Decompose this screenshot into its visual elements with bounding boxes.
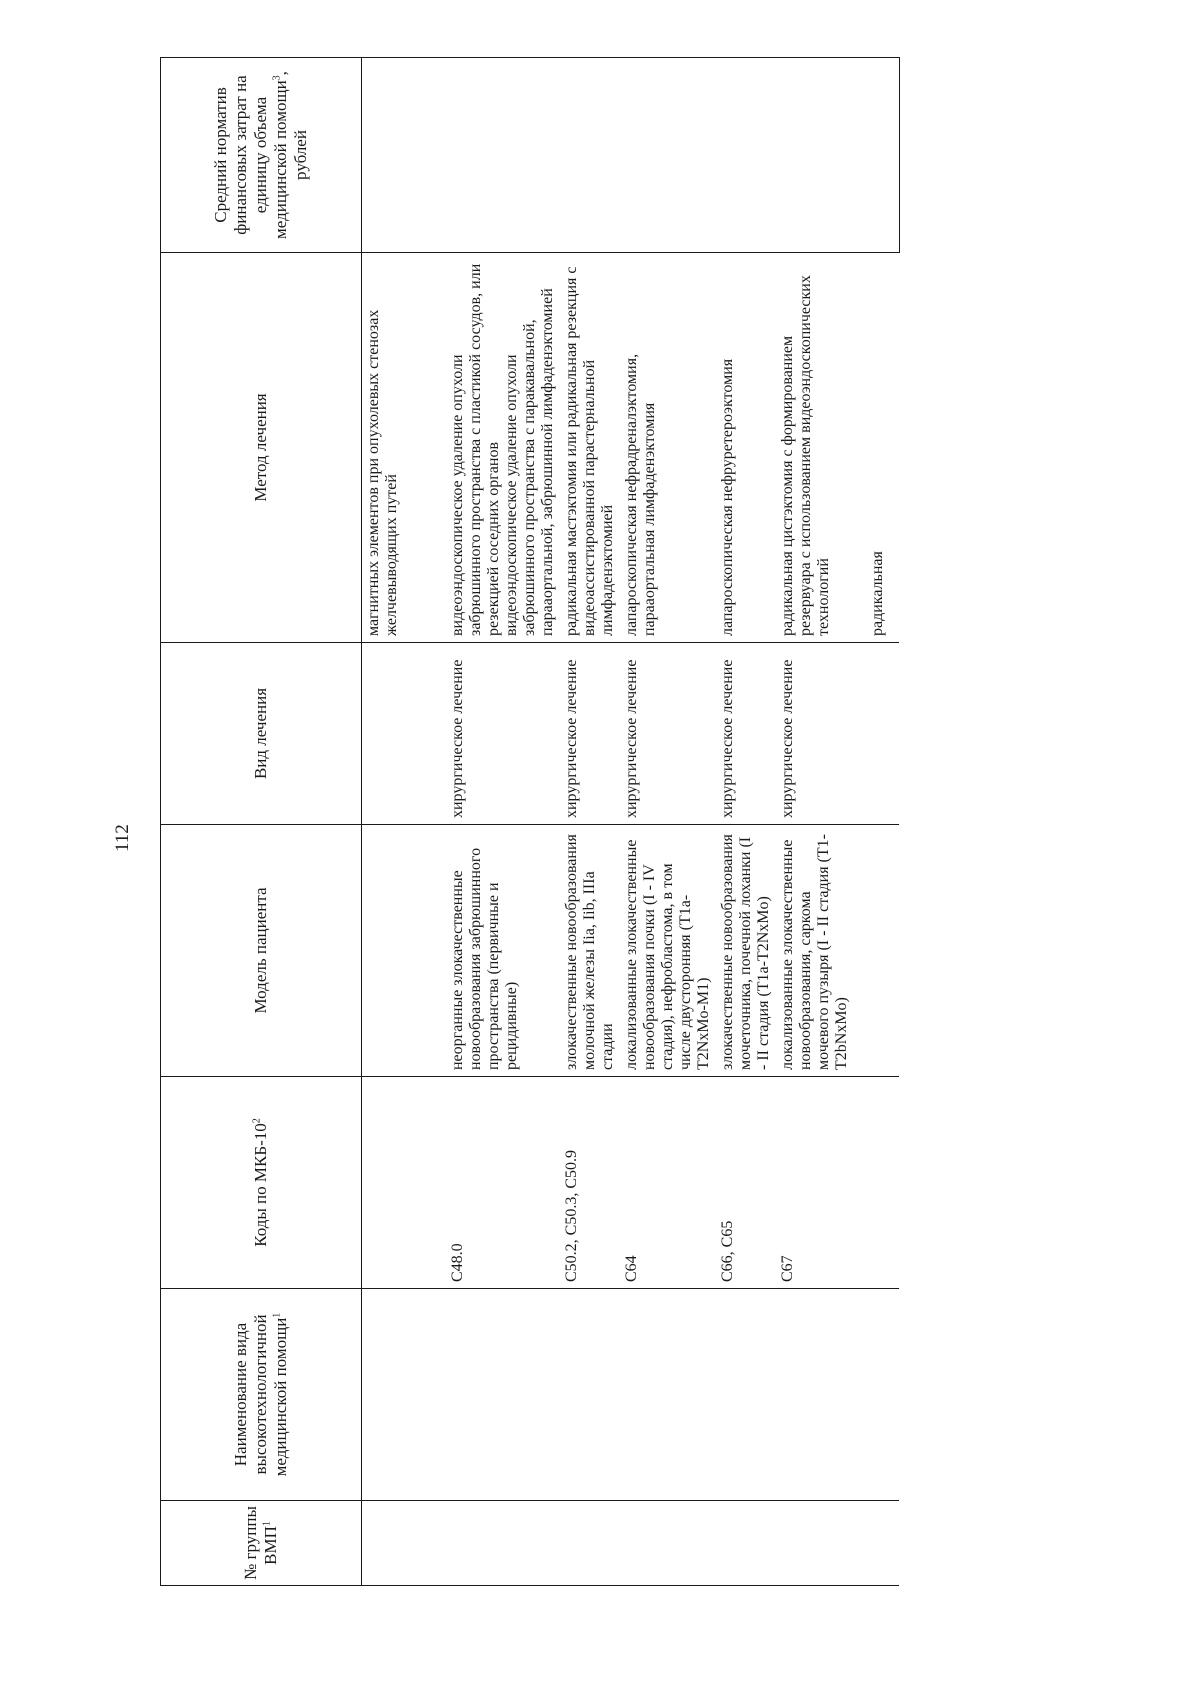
cell-group-no xyxy=(617,1501,713,1586)
method-text: лапароскопическая нефруретероэктомия xyxy=(719,358,736,636)
cell-codes xyxy=(362,1077,444,1289)
table-row xyxy=(713,58,773,1586)
rotated-table-sheet xyxy=(112,58,1160,1586)
cell-group-no xyxy=(557,1501,617,1586)
cell-method xyxy=(713,253,773,643)
cell-model: неорганные злокачественные новообразования забрюшинного пространства (первичные и рецидивные) xyxy=(443,825,557,1077)
cell-type: хирургическое лечение xyxy=(713,643,773,825)
header-icd-codes: Коды по МКБ-$10^2$ xyxy=(161,1077,362,1289)
cell-vmp-name xyxy=(713,1289,773,1501)
cell-vmp-name xyxy=(362,1289,444,1501)
header-treatment-type: Вид лечения xyxy=(161,643,362,825)
cell-price xyxy=(362,58,900,253)
vmp-table xyxy=(160,57,900,1586)
cell-codes: C64 xyxy=(617,1077,713,1289)
cell-method xyxy=(557,253,617,643)
cell-vmp-name xyxy=(443,1289,557,1501)
cell-vmp-name xyxy=(557,1289,617,1501)
header-avg-cost: Средний норматив финансовых затрат на единицу объема медицинской помощи$^3$, рублей xyxy=(161,58,362,253)
cell-type: хирургическое лечение xyxy=(773,643,899,825)
cell-method xyxy=(617,253,713,643)
cell-codes: C48.0 xyxy=(443,1077,557,1289)
header-group-no: № группы ВМП$^1$ xyxy=(161,1501,362,1586)
cell-codes: C50.2, C50.3, C50.9 xyxy=(557,1077,617,1289)
table-row xyxy=(617,58,713,1586)
method-text: магнитных элементов при опухолевых стенозах желчевыводящих путей xyxy=(365,309,400,636)
cell-method xyxy=(443,253,557,643)
table-header-row xyxy=(161,58,362,1586)
method-text: радикальная xyxy=(869,551,886,636)
cell-group-no xyxy=(773,1501,899,1586)
method-text: видеоэндоскопическое удаление опухоли забрюшинного пространства с пластикой сосудов, или резекцией соседних органов xyxy=(449,263,502,636)
method-text: видеоэндоскопическое удаление опухоли забрюшинного пространства с паракавальной, парааортальной, забрюшинной лимфаденэктомией xyxy=(503,288,556,636)
cell-model xyxy=(362,825,444,1077)
method-text: радикальная цистэктомия с формированием резервуара с использованием видеоэндоскопических технологий xyxy=(779,275,832,636)
cell-vmp-name xyxy=(773,1289,899,1501)
table-row xyxy=(362,58,444,1586)
table-row xyxy=(443,58,557,1586)
cell-type: хирургическое лечение xyxy=(557,643,617,825)
cell-group-no xyxy=(443,1501,557,1586)
cell-type: хирургическое лечение xyxy=(443,643,557,825)
cell-vmp-name xyxy=(617,1289,713,1501)
method-text: лапароскопическая нефрадреналэктомия, парааортальная лимфаденэктомия xyxy=(623,353,658,636)
method-text: радикальная мастэктомия или радикальная резекция с видеоассистированной парастернальной лимфаденэктомией xyxy=(563,266,616,636)
cell-group-no xyxy=(362,1501,444,1586)
cell-model: локализованные злокачественные новообразования, саркома мочевого пузыря (I - II стадия (T1-T2bNxMo) xyxy=(773,825,899,1077)
header-patient-model: Модель пациента xyxy=(161,825,362,1077)
page-number: 112 xyxy=(112,824,133,852)
cell-group-no xyxy=(713,1501,773,1586)
cell-type: хирургическое лечение xyxy=(617,643,713,825)
table-row xyxy=(773,58,899,1586)
cell-codes: C67 xyxy=(773,1077,899,1289)
cell-model: злокачественные новообразования мочеточника, почечной лоханки (I - II стадия (T1a-T2NxMo) xyxy=(713,825,773,1077)
header-vmp-name: Наименование вида высокотехнологичной медицинской помощи$^1$ xyxy=(161,1289,362,1501)
cell-codes: C66, C65 xyxy=(713,1077,773,1289)
cell-model: локализованные злокачественные новообразования почки (I - IV стадия), нефробластома, в том числе двусторонняя (T1a-T2NxMo-M1) xyxy=(617,825,713,1077)
cell-method xyxy=(773,253,899,643)
header-treatment-method: Метод лечения xyxy=(161,253,362,643)
cell-method xyxy=(362,253,444,643)
table-row xyxy=(557,58,617,1586)
cell-type xyxy=(362,643,444,825)
cell-model: злокачественные новообразования молочной железы Iia, Iib, IIIa стадии xyxy=(557,825,617,1077)
